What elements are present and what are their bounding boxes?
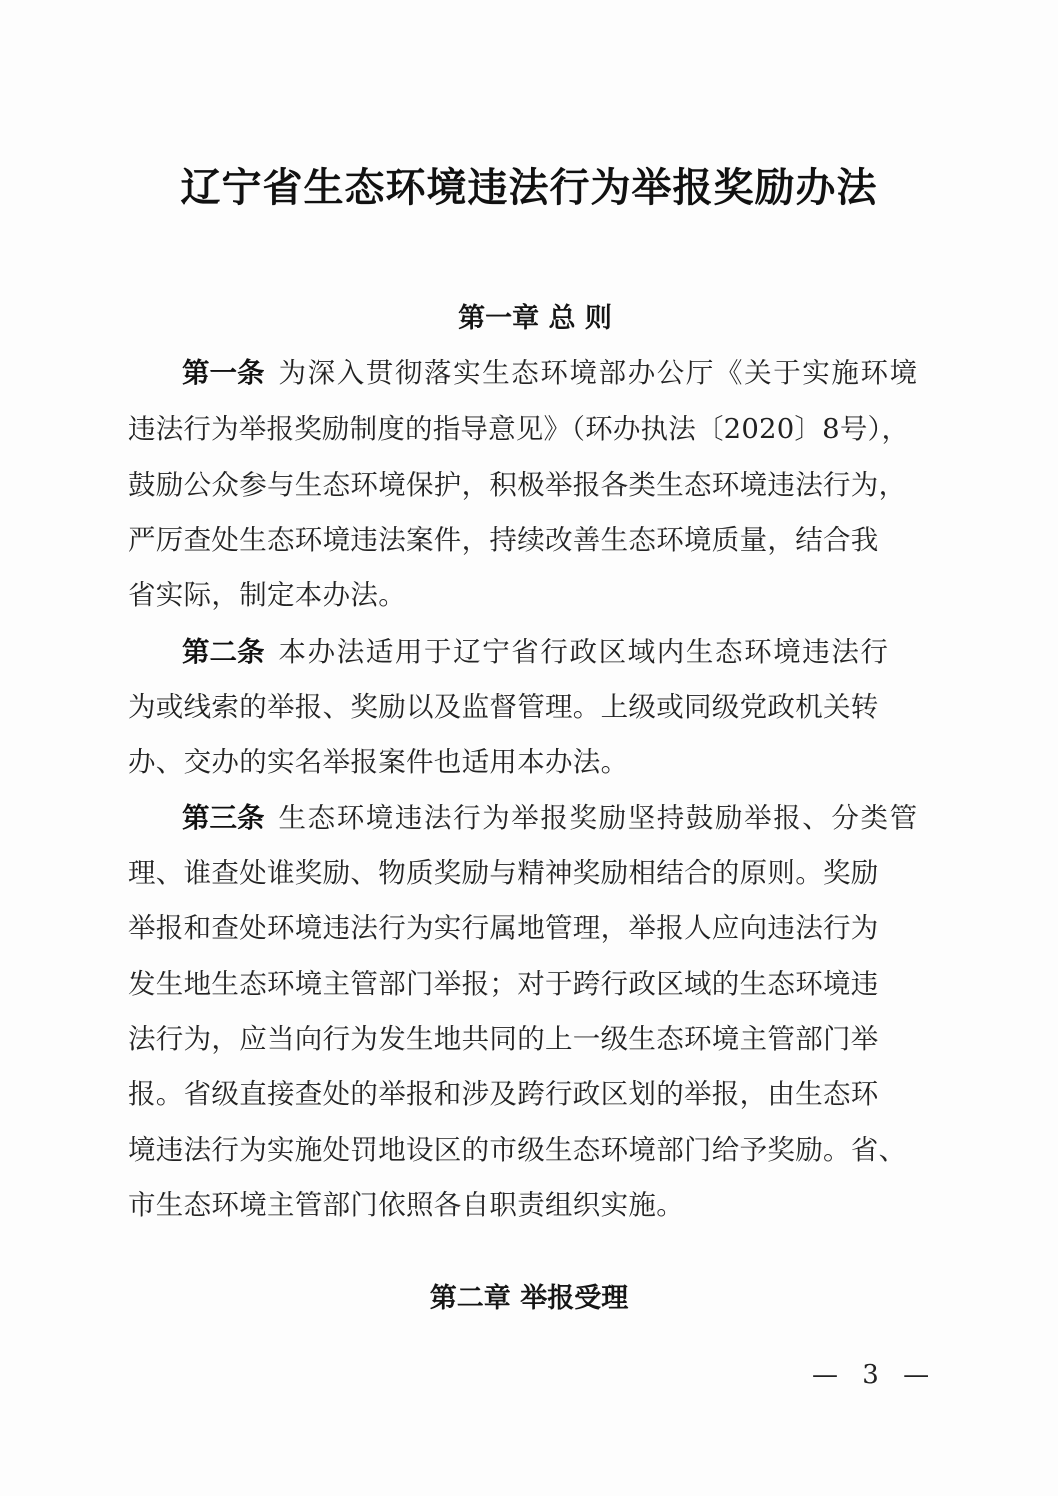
article-text: 为深入贯彻落实生态环境部办公厅《关于实施环境 (278, 357, 919, 389)
article-first-line (182, 802, 919, 834)
chapter-heading: 第一章 总 则 (458, 303, 612, 334)
article-text-line: 法行为，应当向行为发生地共同的上一级生态环境主管部门举 (128, 1023, 879, 1055)
article-text-line: 举报和查处环境违法行为实行属地管理，举报人应向违法行为 (128, 912, 879, 944)
article-text-line: 省实际，制定本办法。 (128, 579, 406, 611)
article-label: 第二条 (182, 636, 265, 668)
article-text: 生态环境违法行为举报奖励坚持鼓励举报、分类管 (278, 802, 919, 834)
page-number: — 3 — (812, 1360, 938, 1390)
chapter-heading: 第二章 举报受理 (429, 1283, 629, 1314)
article-text-line: 发生地生态环境主管部门举报；对于跨行政区域的生态环境违 (128, 968, 879, 1000)
article-text-line: 市生态环境主管部门依照各自职责组织实施。 (128, 1189, 684, 1221)
article-text-line: 理、谁查处谁奖励、物质奖励与精神奖励相结合的原则。奖励 (128, 857, 879, 889)
article-text: 本办法适用于辽宁省行政区域内生态环境违法行 (278, 636, 890, 668)
article-text-line: 办、交办的实名举报案件也适用本办法。 (128, 746, 629, 778)
article-text-line: 违法行为举报奖励制度的指导意见》（环办执法〔2020〕8号）， (128, 413, 910, 445)
article-text-line: 为或线索的举报、奖励以及监督管理。上级或同级党政机关转 (128, 691, 879, 723)
document-title: 辽宁省生态环境违法行为举报奖励办法 (180, 164, 878, 211)
article-text-line: 严厉查处生态环境违法案件，持续改善生态环境质量，结合我 (128, 524, 879, 556)
article-label: 第一条 (182, 357, 265, 389)
article-first-line (182, 357, 919, 389)
article-first-line (182, 636, 908, 668)
article-text-line: 境违法行为实施处罚地设区的市级生态环境部门给予奖励。省、 (128, 1134, 907, 1166)
article-label: 第三条 (182, 802, 265, 834)
article-text-line: 鼓励公众参与生态环境保护，积极举报各类生态环境违法行为， (128, 469, 907, 501)
article-text-line: 报。省级直接查处的举报和涉及跨行政区划的举报，由生态环 (128, 1078, 879, 1110)
